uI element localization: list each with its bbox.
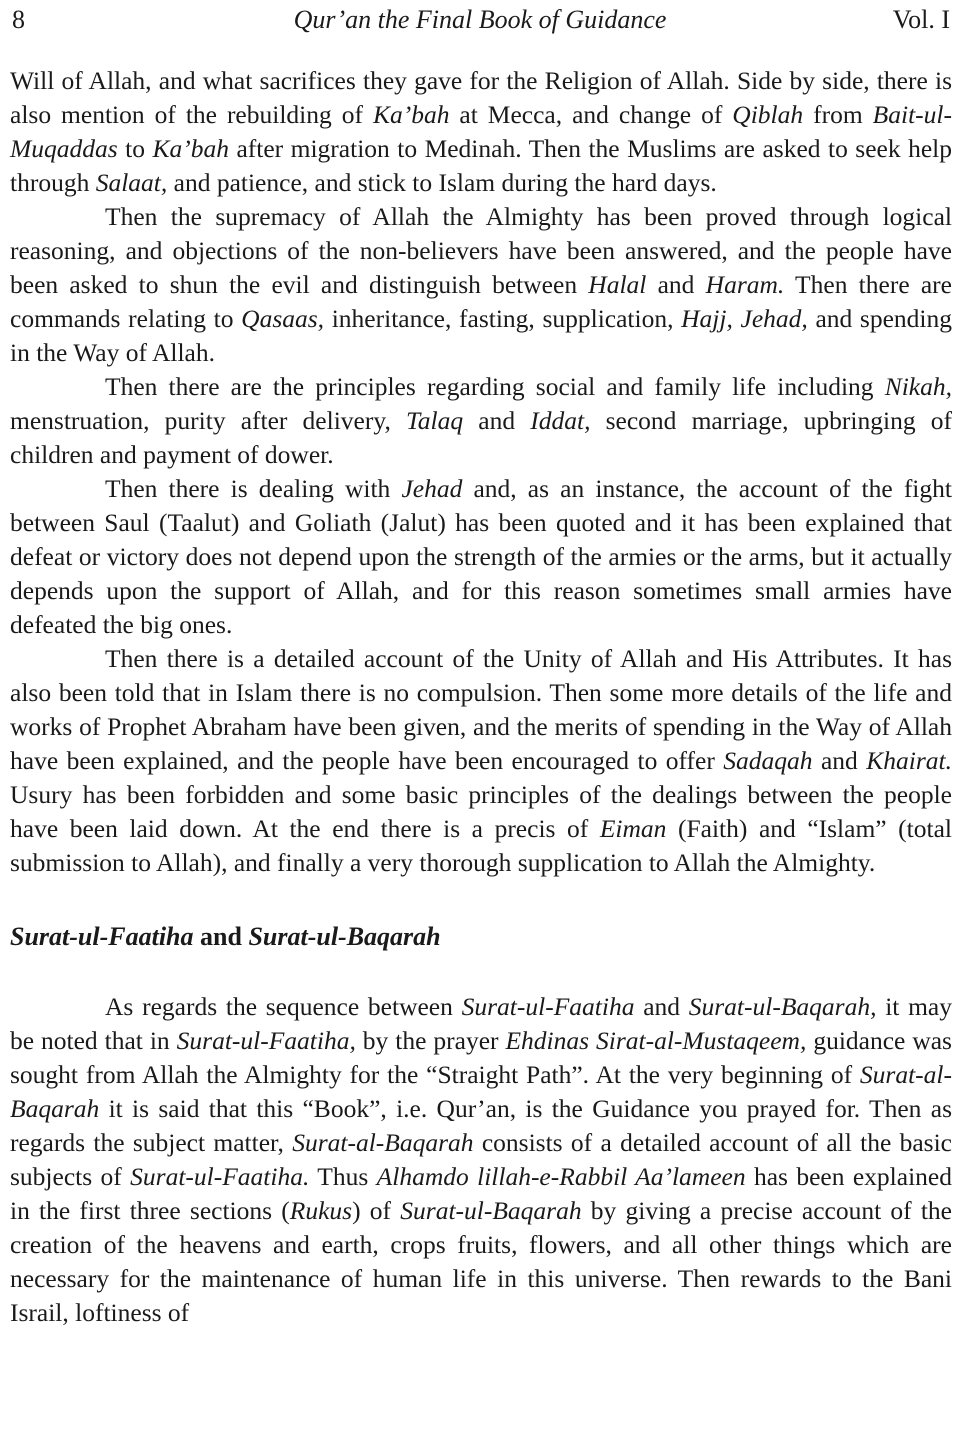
text-run: after migration to Medinah. Then the Muslims are asked to seek help through xyxy=(10,134,952,197)
italic-term: Hajj, Jehad, xyxy=(681,304,808,333)
section-heading-part1: Surat-ul-Faatiha xyxy=(10,922,194,951)
italic-term: Halal xyxy=(588,270,647,299)
text-run: and spending in the Way of Allah. xyxy=(10,304,952,367)
italic-term: Ehdinas Sirat-al-Mustaqeem, xyxy=(505,1026,807,1055)
text-run: Will of Allah, and what sacrifices they gave for the Religion of Allah. Side by side, there is also mention of the rebuilding of xyxy=(10,66,952,129)
section-heading-joiner: and xyxy=(200,922,242,951)
volume-label: Vol. I xyxy=(892,5,950,34)
body-paragraph xyxy=(10,472,952,642)
body-paragraph xyxy=(10,370,952,472)
italic-term: Eiman xyxy=(599,814,667,843)
italic-term: Khairat. xyxy=(866,746,952,775)
text-run: and xyxy=(812,746,867,775)
text-run: second marriage, upbringing of children and payment of dower. xyxy=(10,406,952,469)
text-run: Then there are commands relating to xyxy=(10,270,952,333)
text-run: and xyxy=(646,270,706,299)
italic-term: Ka’bah xyxy=(372,100,450,129)
text-run: As regards the sequence between xyxy=(105,992,462,1021)
text-run: menstruation, purity after delivery, xyxy=(10,406,406,435)
page-number: 8 xyxy=(12,5,25,34)
body-paragraph xyxy=(10,200,952,370)
italic-term: Nikah, xyxy=(884,372,952,401)
italic-term: Surat-al-Baqarah xyxy=(292,1128,474,1157)
italic-term: Rukus xyxy=(289,1196,353,1225)
text-run: and xyxy=(634,992,689,1021)
text-run: Then there are the principles regarding social and family life including xyxy=(105,372,885,401)
italic-term: Surat-ul-Baqarah, xyxy=(688,992,877,1021)
paragraph-group xyxy=(10,64,952,880)
running-header xyxy=(10,4,950,36)
text-run: Then the supremacy of Allah the Almighty has been proved through logical reasoning, and objections of the non-believers have been answered, and the people have been asked to shun the evil and distinguish between xyxy=(10,202,952,299)
italic-term: Surat-al-Baqarah xyxy=(10,1060,952,1123)
body-paragraph xyxy=(10,64,952,200)
italic-term: Alhamdo lillah-e-Rabbil Aa’lameen xyxy=(376,1162,746,1191)
body-paragraph xyxy=(10,642,952,880)
italic-term: Talaq xyxy=(405,406,464,435)
italic-term: Surat-ul-Baqarah xyxy=(400,1196,582,1225)
page-body xyxy=(10,64,952,1330)
text-run: Usury has been forbidden and some basic principles of the dealings between the people have been laid down. At the end there is a precis of xyxy=(10,780,952,843)
text-run: to xyxy=(117,134,153,163)
italic-term: Surat-ul-Faatiha. xyxy=(130,1162,310,1191)
text-run: ) of xyxy=(352,1196,401,1225)
text-run: consists of a detailed account of all the basic subjects of xyxy=(10,1128,953,1191)
text-run: inheritance, fasting, supplication, xyxy=(324,304,682,333)
text-run: Then there is a detailed account of the Unity of Allah and His Attributes. It has also been told that in Islam there is no compulsion. Then some more details of the life and works of Prophet Abraham have been given, and the merits of spending in the Way of Allah have been explained, and the people have been encouraged to offer xyxy=(10,644,952,775)
text-run: at Mecca, and change of xyxy=(449,100,733,129)
italic-term: Bait-ul-Muqaddas xyxy=(10,100,952,163)
section-heading xyxy=(10,920,952,954)
text-run: Then there is dealing with xyxy=(105,474,402,503)
italic-term: Haram. xyxy=(705,270,785,299)
italic-term: Salaat, xyxy=(95,168,168,197)
italic-term: Ka’bah xyxy=(152,134,229,163)
italic-term: Surat-ul-Faatiha, xyxy=(176,1026,356,1055)
italic-term: Qiblah xyxy=(732,100,804,129)
text-run: and, as an instance, the account of the fight between Saul (Taalut) and Goliath (Jalut) has been quoted and it has been explained that defeat or victory does not depend upon the strength of the armies or the arms, but it actually depends upon the support of Allah, and for this reason sometimes small armies have defeated the big ones. xyxy=(10,474,952,639)
text-run: and xyxy=(463,406,531,435)
italic-term: Iddat, xyxy=(530,406,591,435)
section-paragraph-group xyxy=(10,990,952,1330)
italic-term: Surat-ul-Faatiha xyxy=(461,992,635,1021)
book-title: Qur’an the Final Book of Guidance xyxy=(293,5,667,34)
text-run: Thus xyxy=(309,1162,377,1191)
text-run: by the prayer xyxy=(355,1026,506,1055)
text-run: by giving a precise account of the creation of the heavens and earth, crops fruits, flowers, and all other things which are necessary for the maintenance of human life in this universe. Then rewards to the Bani Israil, loftiness of xyxy=(10,1196,952,1327)
section-paragraph xyxy=(10,990,952,1330)
italic-term: Qasaas, xyxy=(241,304,325,333)
italic-term: Jehad xyxy=(401,474,463,503)
section-heading-part2: Surat-ul-Baqarah xyxy=(248,922,441,951)
italic-term: Sadaqah xyxy=(723,746,813,775)
text-run: (Faith) and “Islam” (total submission to Allah), and finally a very thorough supplication to Allah the Almighty. xyxy=(10,814,952,877)
text-run: it is said that this “Book”, i.e. Qur’an, is the Guidance you prayed for. Then as regards the subject matter, xyxy=(10,1094,952,1157)
text-run: from xyxy=(803,100,873,129)
text-run: has been explained in the first three sections ( xyxy=(10,1162,952,1225)
text-run: guidance was sought from Allah the Almighty for the “Straight Path”. At the very beginning of xyxy=(10,1026,952,1089)
text-run: and patience, and stick to Islam during the hard days. xyxy=(167,168,717,197)
text-run: it may be noted that in xyxy=(10,992,952,1055)
